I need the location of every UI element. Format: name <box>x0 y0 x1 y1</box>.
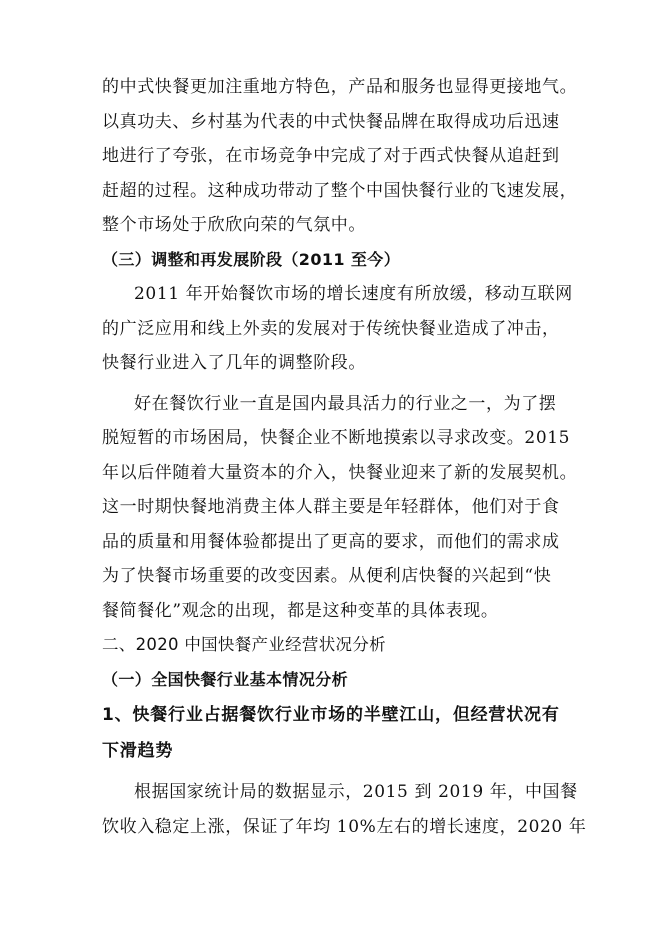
text-line: 赶超的过程。这种成功带动了整个中国快餐行业的飞速发展， <box>102 180 578 201</box>
paragraph-fast-food-expansion <box>102 70 578 243</box>
text-line: 2011 年开始餐饮市场的增长速度有所放缓，移动互联网 <box>134 284 573 304</box>
text-line: 以真功夫、乡村基为代表的中式快餐品牌在取得成功后迅速 <box>102 111 560 132</box>
document-page <box>102 70 587 844</box>
text-line: 好在餐饮行业一直是国内最具活力的行业之一，为了摆 <box>134 393 557 414</box>
text-line: 快餐行业进入了几年的调整阶段。 <box>102 353 366 373</box>
paragraph-statistics <box>102 775 587 844</box>
text-line: 的广泛应用和线上外卖的发展对于传统快餐业造成了冲击， <box>102 318 560 339</box>
text-line: 这一时期快餐地消费主体人群主要是年轻群体，他们对于食 <box>102 497 560 517</box>
point-heading-market-share <box>102 697 572 769</box>
heading-line: 1、快餐行业占据餐饮行业市场的半壁江山，但经营状况有 <box>102 705 560 725</box>
text-line: 脱短暂的市场困局，快餐企业不断地摸索以寻求改变。2015 <box>102 428 571 448</box>
text-line: 的中式快餐更加注重地方特色，产品和服务也显得更接地气。 <box>102 77 578 97</box>
text-line: 整个市场处于欣欣向荣的气氛中。 <box>102 215 366 235</box>
text-line: 根据国家统计局的数据显示，2015 到 2019 年，中国餐 <box>134 782 578 802</box>
chapter-heading-operations-analysis: 二、2020 中国快餐产业经营状况分析 <box>102 635 386 654</box>
text-line: 年以后伴随着大量资本的介入，快餐业迎来了新的发展契机。 <box>102 462 578 483</box>
paragraph-2011-slowdown <box>102 277 572 381</box>
text-line: 饮收入稳定上涨，保证了年均 10%左右的增长速度，2020 年 <box>102 816 587 837</box>
paragraph-new-opportunity <box>102 387 578 629</box>
subsection-heading-national-overview: （一）全国快餐行业基本情况分析 <box>102 669 349 689</box>
text-line: 品的质量和用餐体验都提出了更高的要求，而他们的需求成 <box>102 531 560 552</box>
text-line: 为了快餐市场重要的改变因素。从便利店快餐的兴起到“快 <box>102 566 552 586</box>
section-heading-adjustment-stage: （三）调整和再发展阶段（2011 至今） <box>102 249 401 269</box>
text-line: 地进行了夸张，在市场竞争中完成了对于西式快餐从追赶到 <box>102 146 560 166</box>
text-line: 餐简餐化”观念的出现，都是这种变革的具体表现。 <box>102 600 499 621</box>
heading-line: 下滑趋势 <box>102 741 174 761</box>
